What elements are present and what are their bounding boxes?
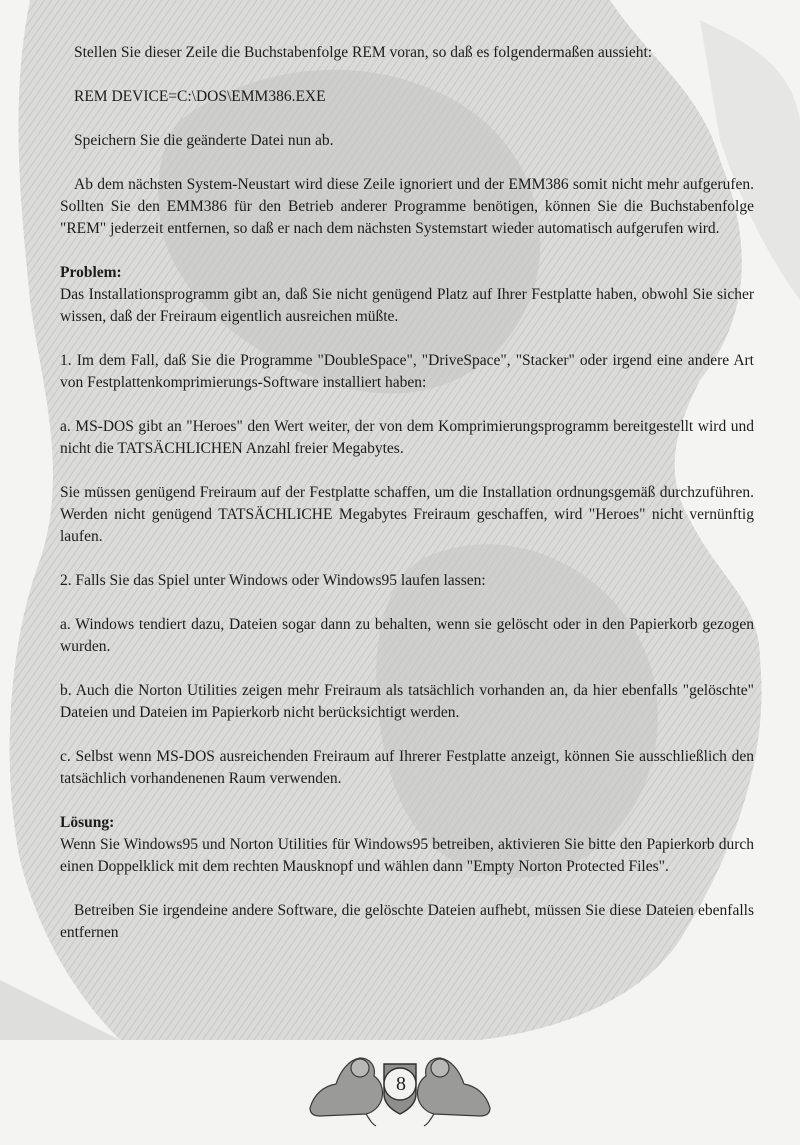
solution-text: Wenn Sie Windows95 und Norton Utilities für Windows95 betreiben, aktivieren Sie bitte den Papierkorb durch einen Doppelklick mit dem rechten Mausknopf und wählen dann "Empty Norton Protected Files".: [60, 836, 754, 875]
item-2b: b. Auch die Norton Utilities zeigen mehr Freiraum als tatsächlich vorhanden an, da hier ebenfalls "gelöschte" Dateien und Dateien im Papierkorb nicht berücksichtigt werden.: [60, 682, 754, 721]
paragraph-rem-instruction: Stellen Sie dieser Zeile die Buchstabenfolge REM voran, so daß es folgendermaßen aussieht:: [74, 44, 653, 61]
item-2: 2. Falls Sie das Spiel unter Windows oder Windows95 laufen lassen:: [60, 572, 486, 589]
problem-text: Das Installationsprogramm gibt an, daß Sie nicht genügend Platz auf Ihrer Festplatte haben, obwohl Sie sicher wissen, daß der Freiraum eigentlich ausreichen müßte.: [60, 286, 754, 325]
item-1: 1. Im dem Fall, daß Sie die Programme "DoubleSpace", "DriveSpace", "Stacker" oder irgend eine andere Art von Festplattenkomprimierungs-Software installiert haben:: [60, 352, 754, 391]
item-2c: c. Selbst wenn MS-DOS ausreichenden Freiraum auf Ihrerer Festplatte anzeigt, können Sie ausschließlich den tatsächlich vorhandenenen Raum verwenden.: [60, 748, 754, 787]
paragraph-restart: Ab dem nächsten System-Neustart wird diese Zeile ignoriert und der EMM386 somit nicht mehr aufgerufen. Sollten Sie den EMM386 für den Betrieb anderer Programme benötigen, können Sie die Buchstabenfolge "REM" jederzeit entfernen, so daß er nach dem nächsten Systemstart wieder automatisch aufgerufen wird.: [60, 176, 754, 237]
page-body: [60, 42, 754, 966]
page-footer: [300, 1038, 500, 1128]
paragraph-final: Betreiben Sie irgendeine andere Software, die gelöschte Dateien aufhebt, müssen Sie diese Dateien ebenfalls entfernen: [60, 902, 754, 941]
solution-heading: Lösung:: [60, 814, 115, 831]
item-1b: Sie müssen genügend Freiraum auf der Festplatte schaffen, um die Installation ordnungsgemäß durchzuführen. Werden nicht genügend TATSÄCHLICHE Megabytes Freiraum geschaffen, wird "Heroes" nicht vernünftig laufen.: [60, 484, 754, 545]
item-2a: a. Windows tendiert dazu, Dateien sogar dann zu behalten, wenn sie gelöscht oder in den Papierkorb gezogen wurden.: [60, 616, 754, 655]
page-number: 8: [396, 1073, 406, 1095]
paragraph-save: Speichern Sie die geänderte Datei nun ab.: [74, 132, 334, 149]
code-line: REM DEVICE=C:\DOS\EMM386.EXE: [74, 88, 326, 105]
item-1a: a. MS-DOS gibt an "Heroes" den Wert weiter, der von dem Komprimierungsprogramm bereitgestellt wird und nicht die TATSÄCHLICHEN Anzahl freier Megabytes.: [60, 418, 754, 457]
problem-heading: Problem:: [60, 264, 122, 281]
